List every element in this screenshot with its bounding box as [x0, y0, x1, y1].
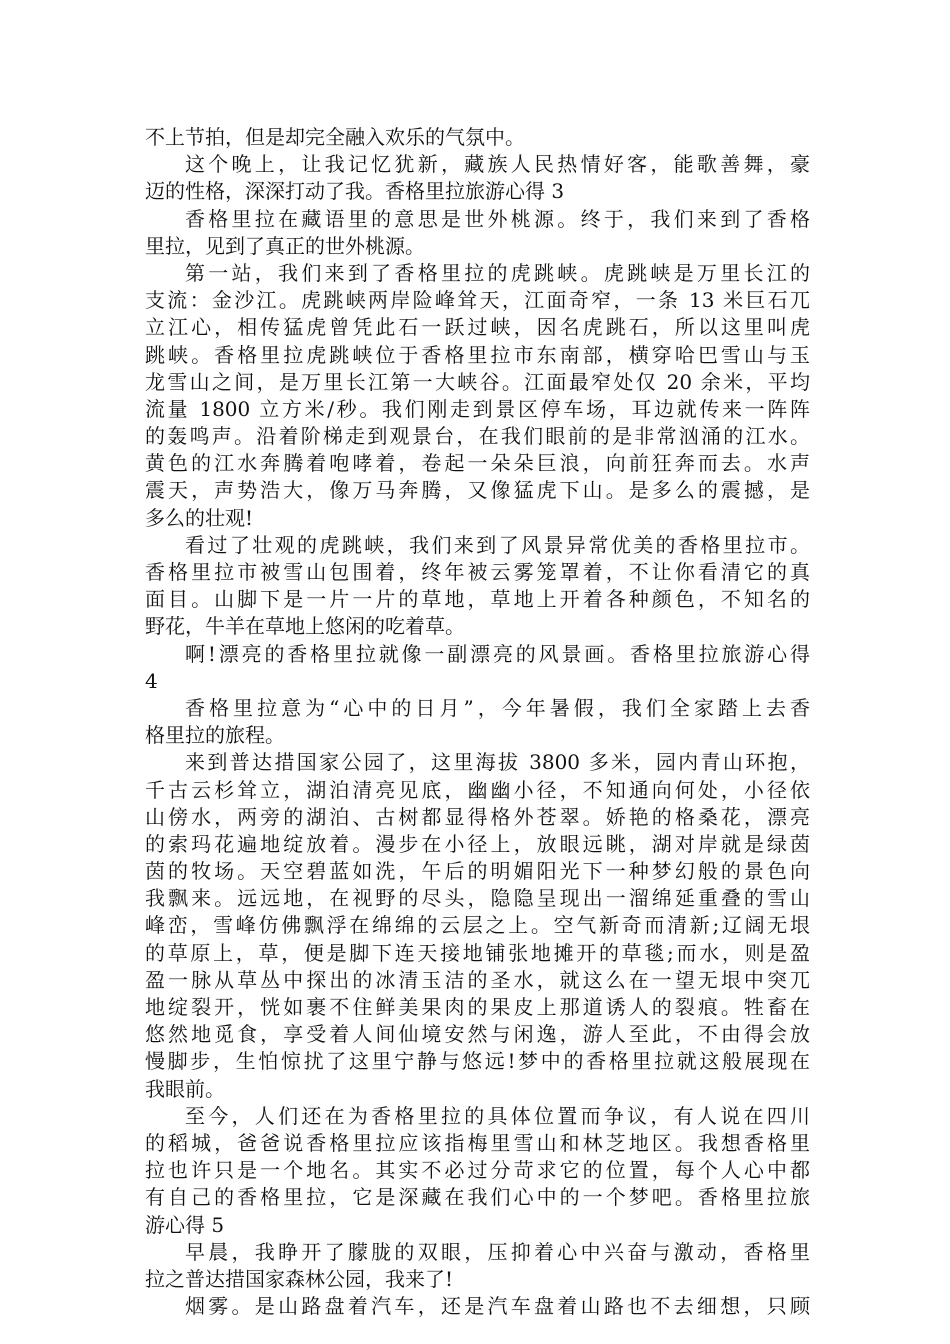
text-line: 多么的壮观! — [145, 505, 254, 530]
text-line: 盈一脉从草丛中探出的冰清玉洁的圣水，就这么在一望无垠中突兀 — [145, 967, 810, 992]
text-line: 不上节拍，但是却完全融入欢乐的气氛中。 — [145, 125, 525, 149]
text-line: 面目。山脚下是一片一片的草地，草地上开着各种颜色，不知名的 — [145, 587, 810, 612]
text-line: 地绽裂开，恍如裹不住鲜美果肉的果皮上那道诱人的裂痕。牲畜在 — [145, 995, 810, 1019]
text-line: 来到普达措国家公园了，这里海拔 3800 多米，园内青山环抱， — [185, 750, 810, 775]
text-line: 流量 1800 立方米/秒。我们刚走到景区停车场，耳边就传来一阵阵 — [145, 396, 810, 421]
text-line: 4 — [145, 668, 158, 693]
text-line: 我眼前。 — [145, 1076, 225, 1101]
text-line: 立江心，相传猛虎曾凭此石一跃过峡，因名虎跳石，所以这里叫虎 — [145, 315, 810, 340]
text-line: 里拉，见到了真正的世外桃源。 — [145, 233, 425, 258]
body-text — [145, 124, 810, 1320]
text-line: 看过了壮观的虎跳峡，我们来到了风景异常优美的香格里拉市。 — [185, 532, 810, 557]
text-line: 野花，牛羊在草地上悠闲的吃着草。 — [145, 614, 465, 639]
text-line: 香格里拉在藏语里的意思是世外桃源。终于，我们来到了香格 — [185, 206, 810, 231]
text-line: 茵的牧场。天空碧蓝如洗，午后的明媚阳光下一种梦幻般的景色向 — [145, 859, 810, 884]
text-line: 香格里拉市被雪山包围着，终年被云雾笼罩着，不让你看清它的真 — [145, 560, 810, 584]
text-line: 格里拉的旅程。 — [145, 723, 285, 748]
text-line: 这个晚上，让我记忆犹新，藏族人民热情好客，能歌善舞，豪 — [185, 152, 810, 177]
text-line: 第一站，我们来到了香格里拉的虎跳峡。虎跳峡是万里长江的 — [185, 260, 810, 285]
text-line: 山傍水，两旁的湖泊、古树都显得格外苍翠。娇艳的格桑花，漂亮 — [145, 804, 810, 829]
text-line: 有自己的香格里拉，它是深藏在我们心中的一个梦吧。香格里拉旅 — [145, 1185, 810, 1210]
text-line: 峰峦，雪峰仿佛飘浮在绵绵的云层之上。空气新奇而清新;辽阔无垠 — [145, 913, 810, 938]
text-line: 至今，人们还在为香格里拉的具体位置而争议，有人说在四川 — [185, 1103, 810, 1128]
text-line: 的索玛花遍地绽放着。漫步在小径上，放眼远眺，湖对岸就是绿茵 — [145, 831, 810, 856]
text-line: 迈的性格，深深打动了我。香格里拉旅游心得 3 — [145, 179, 565, 204]
text-line: 悠然地觅食，享受着人间仙境安然与闲逸，游人至此，不由得会放 — [145, 1022, 810, 1047]
text-line: 游心得 5 — [145, 1212, 225, 1237]
text-line: 跳峡。香格里拉虎跳峡位于香格里拉市东南部，横穿哈巴雪山与玉 — [145, 342, 810, 367]
text-line: 的稻城，爸爸说香格里拉应该指梅里雪山和林芝地区。我想香格里 — [145, 1130, 810, 1155]
text-line: 黄色的江水奔腾着咆哮着，卷起一朵朵巨浪，向前狂奔而去。水声 — [145, 451, 810, 476]
text-line: 的草原上，草，便是脚下连天接地铺张地摊开的草毯;而水，则是盈 — [145, 940, 810, 965]
text-line: 拉也许只是一个地名。其实不必过分苛求它的位置，每个人心中都 — [145, 1158, 810, 1183]
text-line: 啊!漂亮的香格里拉就像一副漂亮的风景画。香格里拉旅游心得 — [185, 641, 810, 666]
text-line: 拉之普达措国家森林公园，我来了! — [145, 1266, 454, 1291]
text-line: 我飘来。远远地，在视野的尽头，隐隐呈现出一溜绵延重叠的雪山 — [145, 886, 810, 911]
text-line: 烟雾。是山路盘着汽车，还是汽车盘着山路也不去细想，只顾 — [185, 1294, 810, 1319]
text-line: 震天，声势浩大，像万马奔腾，又像猛虎下山。是多么的震撼，是 — [145, 478, 810, 503]
text-line: 支流：金沙江。虎跳峡两岸险峰耸天，江面奇窄，一条 13 米巨石兀 — [145, 288, 810, 313]
text-line: 的轰鸣声。沿着阶梯走到观景台，在我们眼前的是非常汹涌的江水。 — [145, 424, 810, 449]
text-line: 龙雪山之间，是万里长江第一大峡谷。江面最窄处仅 20 余米，平均 — [145, 369, 810, 394]
text-line: 千古云杉耸立，湖泊清亮见底，幽幽小径，不知通向何处，小径依 — [145, 777, 810, 802]
text-line: 慢脚步，生怕惊扰了这里宁静与悠远!梦中的香格里拉就这般展现在 — [145, 1049, 810, 1074]
text-line: 早晨，我睁开了朦胧的双眼，压抑着心中兴奋与激动，香格里 — [185, 1239, 810, 1264]
text-line: 香格里拉意为“心中的日月”，今年暑假，我们全家踏上去香 — [185, 695, 810, 720]
